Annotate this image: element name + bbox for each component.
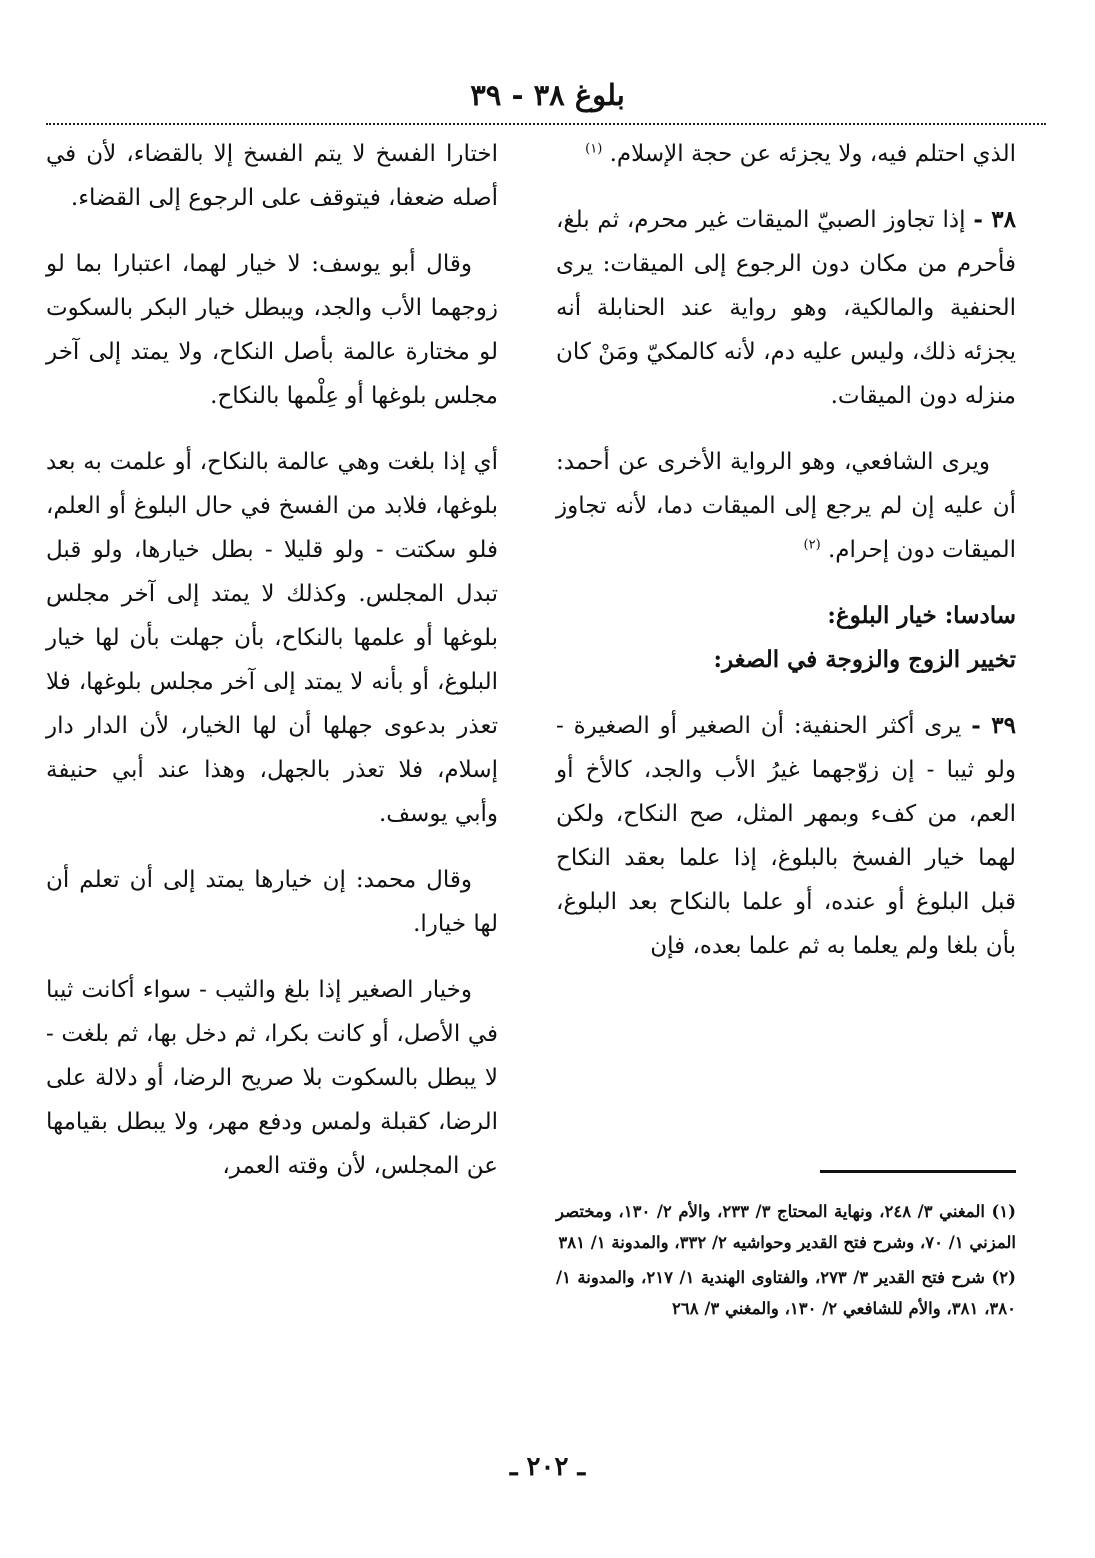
item-number: ٣٩ - [971, 712, 1016, 739]
paragraph-39: ٣٩ - يرى أكثر الحنفية: أن الصغير أو الصغيرة - ولو ثيبا - إن زوّجهما غيرُ الأب والجد، كالأخ أو العم، من كفء وبمهر المثل، صح النكاح، ولكن لهما خيار الفسخ بالبلوغ، إذا علما بعقد النكاح قبل البلوغ أو عنده، أو علما بالنكاح بعد البلوغ، بأن بلغا ولم يعلما به ثم علما بعده، فإن [556, 712, 1016, 959]
item-number: ٣٨ - [973, 206, 1017, 233]
paragraph: وخيار الصغير إذا بلغ والثيب - سواء أكانت ثيبا في الأصل، أو كانت بكرا، ثم دخل بها، ثم بلغت - لا يبطل بالسكوت بلا صريح الرضا، أو دلالة على الرضا، كقبلة ولمس ودفع مهر، ولا يبطل بقيامها عن المجلس، لأن وقته العمر، [46, 977, 498, 1179]
paragraph: وقال محمد: إن خيارها يمتد إلى أن تعلم أن لها خيارا. [46, 867, 498, 937]
paragraph: ويرى الشافعي، وهو الرواية الأخرى عن أحمد: أن عليه إن لم يرجع إلى الميقات دما، لأنه تجاوز الميقات دون إحرام. $^{(٢)}$ [556, 449, 1016, 563]
footnote-rule [820, 1170, 1016, 1173]
left-column [46, 132, 498, 1210]
footnote: (١) المغني ٣/ ٢٤٨، ونهاية المحتاج ٣/ ٢٣٣، والأم ٢/ ١٣٠، ومختصر المزني ١/ ٧٠، وشرح فتح القدير وحواشيه ٢/ ٣٣٢، والمدونة ١/ ٣٨١ [556, 1202, 1016, 1252]
paragraph: اختارا الفسخ لا يتم الفسخ إلا بالقضاء، لأن في أصله ضعفا، فيتوقف على الرجوع إلى القضاء. [46, 141, 498, 211]
right-column [556, 132, 1016, 990]
paragraph: الذي احتلم فيه، ولا يجزئه عن حجة الإسلام. $^{(١)}$ [585, 141, 1016, 167]
footnote: (٢) شرح فتح القدير ٣/ ٢٧٣، والفتاوى الهندية ١/ ٢١٧، والمدونة ١/ ٣٨٠، ٣٨١، والأم للشافعي ٢/ ١٣٠، والمغني ٣/ ٢٦٨ [556, 1268, 1016, 1318]
header-dotted-rule [46, 123, 1046, 125]
paragraph-38: ٣٨ - إذا تجاوز الصبيّ الميقات غير محرم، ثم بلغ، فأحرم من مكان دون الرجوع إلى الميقات: يرى الحنفية والمالكية، وهو رواية عند الحنابلة أنه يجزئه ذلك، وليس عليه دم، لأنه كالمكيّ ومَنْ كان منزله دون الميقات. [556, 206, 1017, 409]
subheading-line: تخيير الزوج والزوجة في الصغر: [713, 646, 1016, 673]
footnote-ref: (١) [585, 141, 603, 157]
section-heading [556, 594, 1016, 682]
paragraph: وقال أبو يوسف: لا خيار لهما، اعتبارا بما لو زوجهما الأب والجد، ويبطل خيار البكر بالسكوت لو مختارة عالمة بأصل النكاح، ولا يمتد إلى آخر مجلس بلوغها أو عِلْمها بالنكاح. [46, 251, 498, 409]
heading-line: سادسا: خيار البلوغ: [827, 602, 1016, 629]
footnotes [556, 1196, 1016, 1328]
footnote-ref: (٢) [803, 537, 821, 553]
page-number: ـ ٢٠٢ ـ [509, 1452, 586, 1482]
running-header: بلوغ ٣٨ - ٣٩ [470, 78, 625, 112]
paragraph: أي إذا بلغت وهي عالمة بالنكاح، أو علمت به بعد بلوغها، فلابد من الفسخ في حال البلوغ أو العلم، فلو سكتت - ولو قليلا - بطل خيارها، ولو قبل تبدل المجلس. وكذلك لا يمتد إلى آخر مجلس بلوغها أو علمها بالنكاح، بأن جهلت بأن لها خيار البلوغ، أو بأنه لا يمتد إلى آخر مجلس بلوغها، فلا تعذر بدعوى جهلها أن لها الخيار، لأن الدار دار إسلام، فلا تعذر بالجهل، وهذا عند أبي حنيفة وأبي يوسف. [46, 449, 498, 827]
